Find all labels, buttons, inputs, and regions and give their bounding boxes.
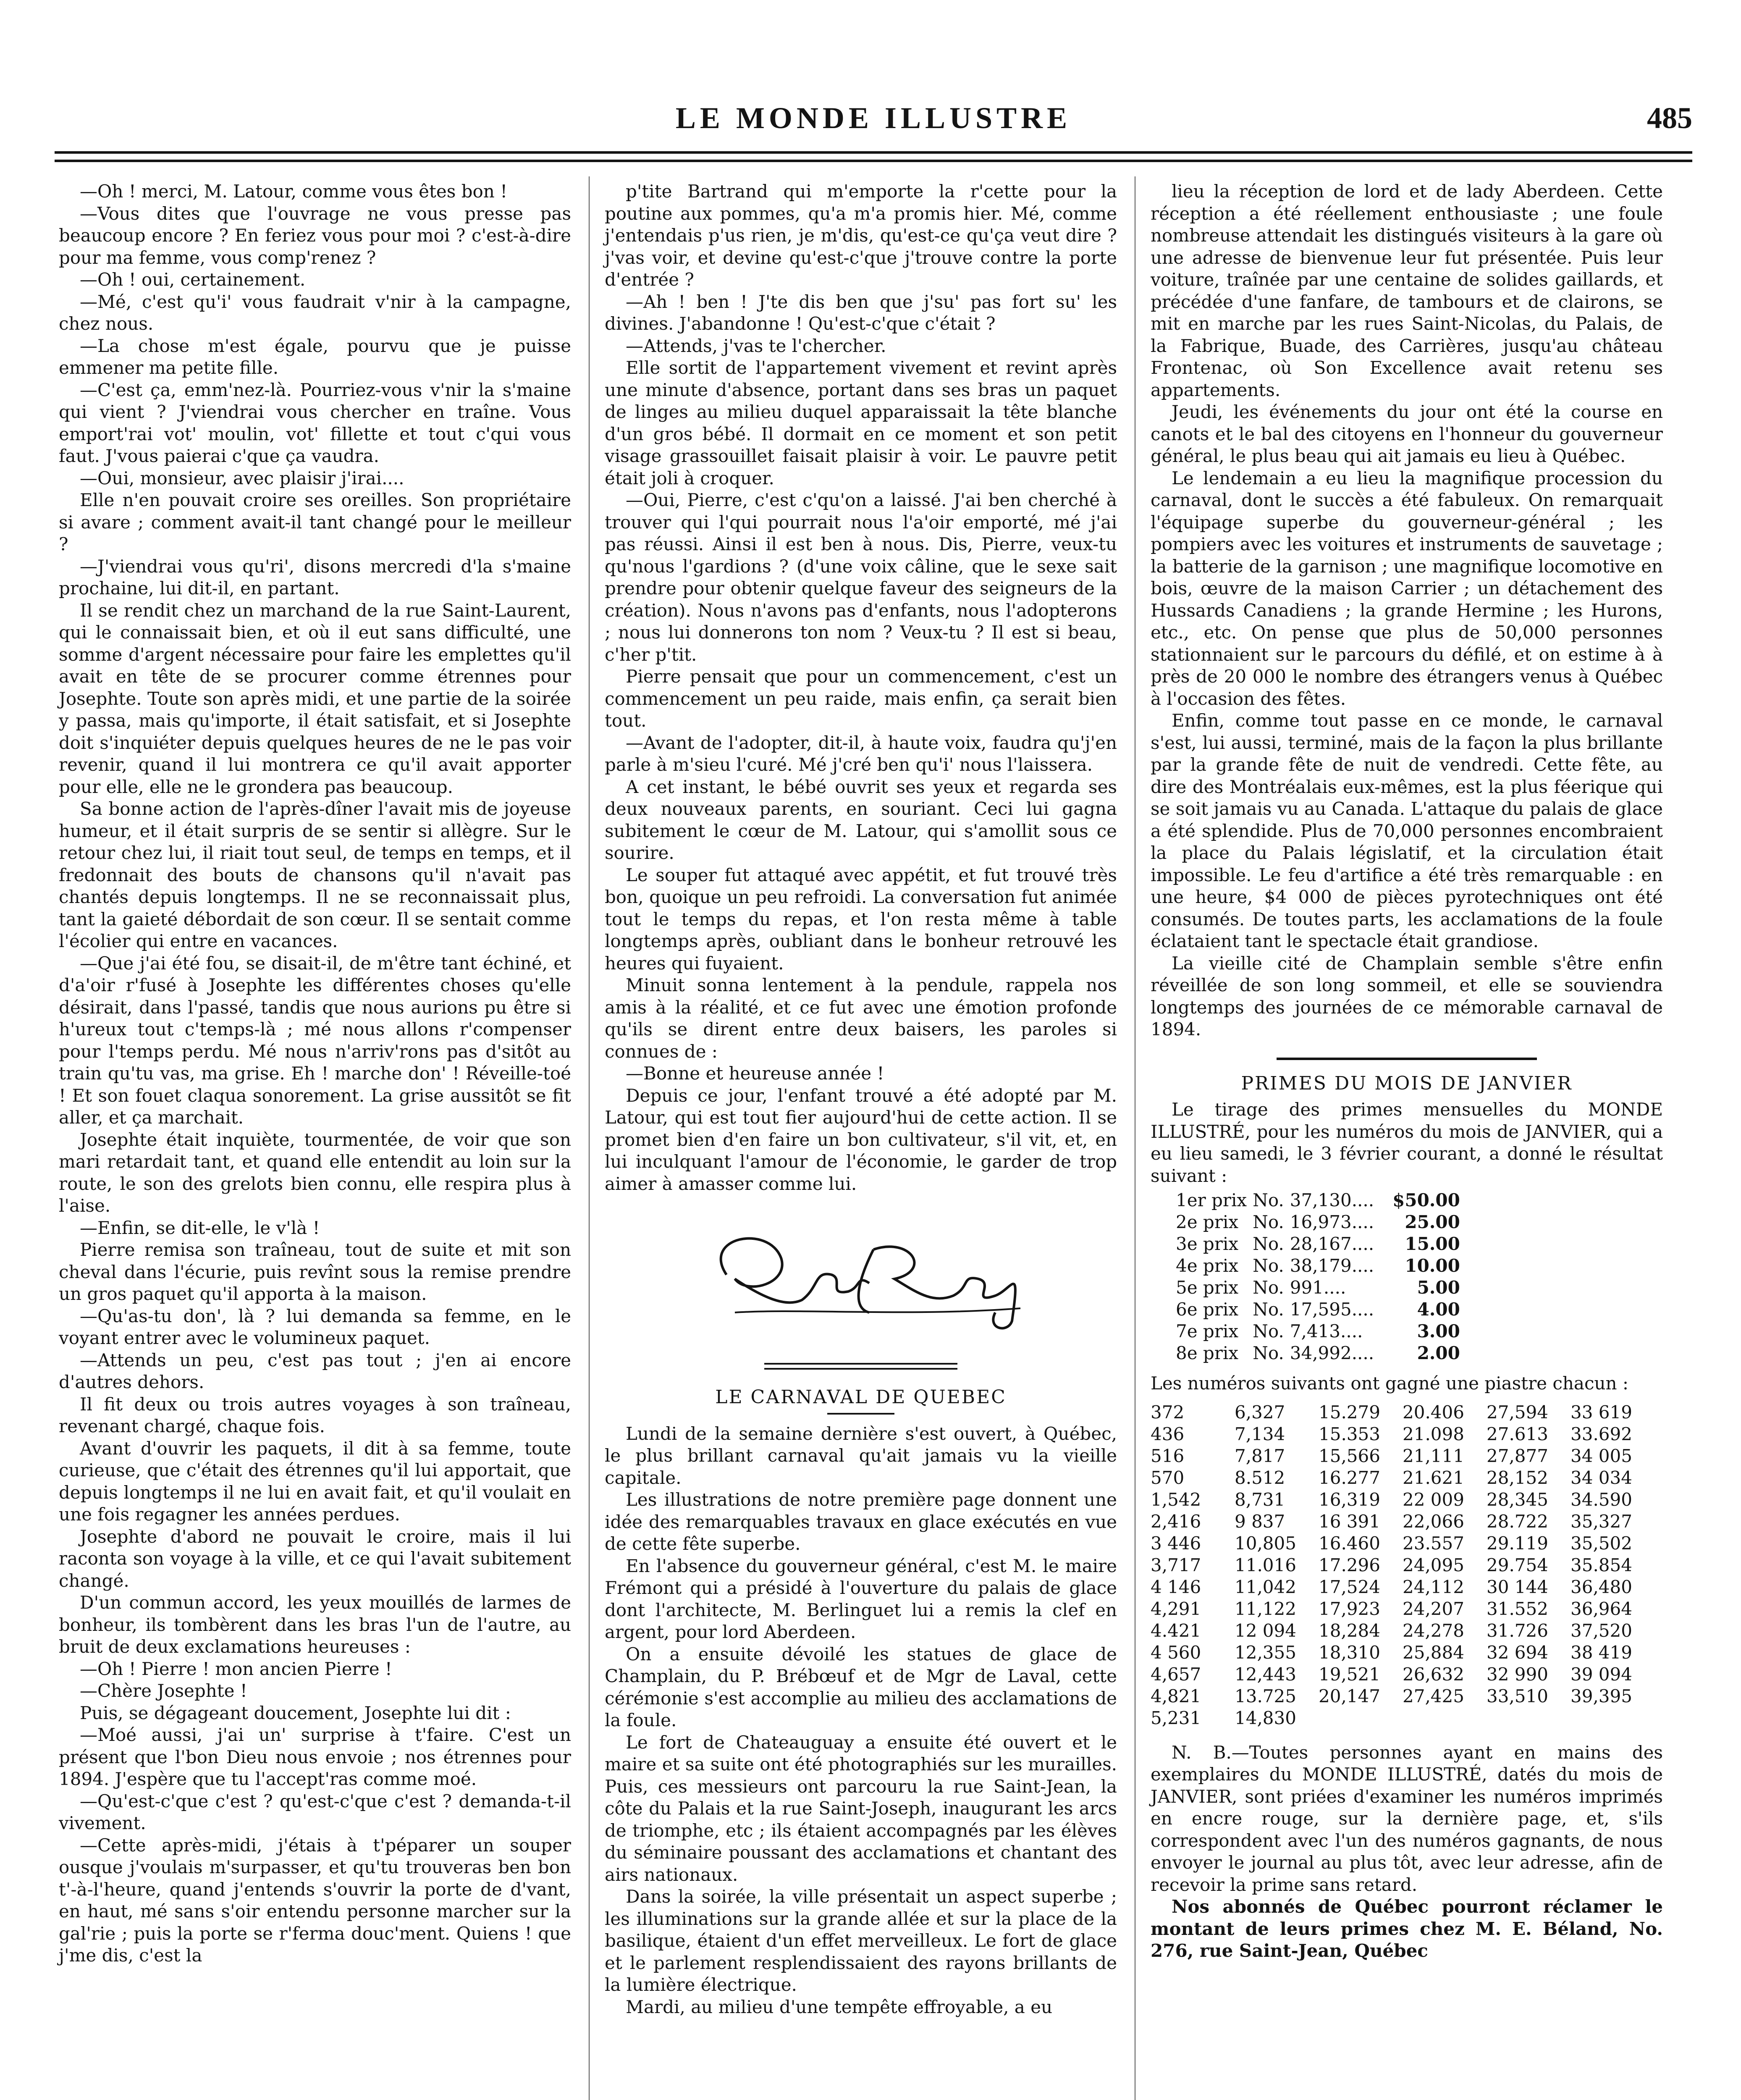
winning-number: 16,319 <box>1319 1489 1380 1510</box>
paragraph: —Oui, monsieur, avec plaisir j'irai.... <box>80 467 404 488</box>
winning-number: 27,877 <box>1487 1445 1548 1466</box>
prize-row <box>1176 1211 1466 1233</box>
page-number: 485 <box>1647 101 1692 135</box>
prize-no: No. <box>1253 1277 1284 1298</box>
section-divider <box>764 1363 957 1370</box>
paragraph: —La chose m'est égale, pourvu que je puisse emmener ma petite fille. <box>59 335 571 378</box>
prize-number: 38,179.... <box>1290 1255 1374 1276</box>
prize-row <box>1176 1277 1466 1299</box>
prize-amount: 3.00 <box>1417 1321 1460 1341</box>
winning-number: 8.512 <box>1235 1467 1285 1488</box>
winning-number: 3 446 <box>1151 1533 1201 1554</box>
paragraph: Les illustrations de notre première page donnent une idée des remarquables travaux en glace exécutés en vue de cette fête superbe. <box>605 1489 1117 1554</box>
winning-number: 27.613 <box>1487 1423 1548 1444</box>
prize-row <box>1176 1189 1466 1211</box>
heading-rule <box>827 1413 894 1415</box>
winning-number: 37,520 <box>1571 1620 1632 1641</box>
winning-number: 15.279 <box>1319 1402 1380 1423</box>
winning-number: 22 009 <box>1403 1489 1464 1510</box>
paragraph: En l'absence du gouverneur général, c'est M. le maire Frémont qui a présidé à l'ouverture du palais de glace dont l'architecte, M. Berlinguet lui a remis la clef en argent, pour lord Aberdeen. <box>605 1555 1117 1642</box>
winning-number: 27,594 <box>1487 1402 1548 1423</box>
winning-number: 17,524 <box>1319 1576 1380 1597</box>
paragraph: Minuit sonna lentement à la pendule, rappela nos amis à la réalité, et ce fut avec une émotion profonde qu'ils se dirent entre deux baisers, les paroles si connues de : <box>605 975 1117 1062</box>
winning-number <box>1403 1707 1487 1729</box>
prize-amount: 10.00 <box>1405 1255 1460 1276</box>
paragraph: —Mé, c'est qu'i' vous faudrait v'nir à la campagne, chez nous. <box>59 291 571 334</box>
number-row <box>1151 1642 1654 1664</box>
number-row <box>1151 1664 1654 1685</box>
paragraph: —Oui, Pierre, c'est c'qu'on a laissé. J'ai ben cherché à trouver qui l'qui pourrait nous l'a'oir emporté, mé j'ai pas réussi. Ainsi il est ben à nous. Dis, Pierre, veux-tu qu'nous l'gardions ? (d'une voix câline, que le sexe sait prendre pour obtenir quelque faveur des seigneurs de la création). Nous n'avons pas d'enfants, nous l'adopterons ; nous lui donnerons ton nom ? Veux-tu ? Il est si beau, c'her p'tit. <box>605 490 1117 665</box>
winning-number: 36,964 <box>1571 1598 1632 1619</box>
paragraph: —Attends un peu, c'est pas tout ; j'en ai encore d'autres dehors. <box>59 1349 571 1392</box>
paragraph: Pierre pensait que pour un commencement, c'est un commencement un peu raide, mais enfin, ça serait bien tout. <box>605 666 1117 731</box>
prize-row <box>1176 1299 1466 1320</box>
winning-number: 16.277 <box>1319 1467 1380 1488</box>
paragraph: —Qu'est-c'que c'est ? qu'est-c'que c'est ? demanda-t-il vivement. <box>59 1790 571 1833</box>
winning-number: 12,443 <box>1235 1664 1296 1685</box>
paragraph: Sa bonne action de l'après-dîner l'avait mis de joyeuse humeur, et il était surpris de se sentir si allègre. Sur le retour chez lui, il riait tout seul, de temps en temps, et il fredonnait des bouts de chansons qu'il n'avait pas chantés depuis longtemps. Il ne se reconnaissait plus, tant la gaieté débordait de son cœur. Il se sentait comme l'écolier qui entre en vacances. <box>59 798 571 951</box>
paragraph: Elle sortit de l'appartement vivement et revint après une minute d'absence, portant dans ses bras un paquet de linges au milieu duquel apparaissait la tête blanche d'un gros bébé. Il dormait en ce moment et son petit visage grassouillet faisait plaisir à voir. Le pauvre petit était joli à croquer. <box>605 357 1117 488</box>
paragraph: D'un commun accord, les yeux mouillés de larmes de bonheur, ils tombèrent dans les bras l'un de l'autre, au bruit de deux exclamations heureuses : <box>59 1592 571 1657</box>
winning-number: 15,566 <box>1319 1445 1380 1466</box>
prize-amount: 15.00 <box>1405 1234 1460 1254</box>
winning-number: 33,510 <box>1487 1685 1548 1706</box>
prize-rank: 5e prix <box>1176 1277 1239 1298</box>
numbers-intro: Les numéros suivants ont gagné une piastre chacun : <box>1151 1373 1629 1394</box>
paragraph: lieu la réception de lord et de lady Aberdeen. Cette réception a été réellement enthousiaste ; une foule nombreuse attendait les distingués visiteurs à la gare où une adresse de bienvenue leur fut présentée. Puis leur voiture, traînée par une centaine de solides gaillards, et précédée d'une fanfare, de tambours et de clairons, se mit en marche par les rues Saint-Nicolas, du Palais, de la Fabrique, Buade, des Carrières, jusqu'au château Frontenac, où Son Excellence avait retenu ses appartements. <box>1151 181 1663 400</box>
masthead: LE MONDE ILLUSTRE <box>675 101 1072 135</box>
prize-row <box>1176 1255 1466 1277</box>
winning-number: 33.692 <box>1571 1423 1632 1444</box>
number-row <box>1151 1707 1654 1729</box>
quebec-note: Nos abonnés de Québec pourront réclamer le montant de leurs primes chez M. E. Béland, No. 276, rue Saint-Jean, Québec <box>1151 1896 1663 1961</box>
paragraph: Jeudi, les événements du jour ont été la course en canots et le bal des citoyens en l'honneur du gouverneur général, le plus beau qui ait jamais eu lieu à Québec. <box>1151 402 1663 466</box>
winning-number: 436 <box>1151 1423 1185 1444</box>
prize-rank: 3e prix <box>1176 1234 1239 1254</box>
winning-number: 10,805 <box>1235 1533 1296 1554</box>
winning-number: 2,416 <box>1151 1511 1201 1532</box>
paragraph: Depuis ce jour, l'enfant trouvé a été adopté par M. Latour, qui est tout fier aujourd'hui de cette action. Il se promet bien d'en faire un bon cultivateur, s'il vit, et, en lui inculquant l'amour de l'économie, le garder de trop aimer à amasser comme lui. <box>605 1085 1117 1194</box>
prize-amount: $50.00 <box>1392 1190 1460 1210</box>
paragraph: La vieille cité de Champlain semble s'être enfin réveillée de son long sommeil, et elle se souviendra longtemps des journées de ce mémorable carnaval de 1894. <box>1151 953 1663 1040</box>
winning-number: 8,731 <box>1235 1489 1285 1510</box>
prize-amount: 5.00 <box>1417 1277 1460 1298</box>
page-header <box>55 97 1692 143</box>
header-rule-bottom <box>55 160 1692 162</box>
winning-number: 25,884 <box>1403 1642 1464 1663</box>
winning-number: 30 144 <box>1487 1576 1548 1597</box>
paragraph: p'tite Bartrand qui m'emporte la r'cette pour la poutine aux pommes, qu'a m'a promis hier. Mé, comme j'entendais p'us rien, je m'dis, qu'est-ce qu'ça veut dire ? j'vas voir, et devine qu'est-c'que j'trouve contre la porte d'entrée ? <box>605 181 1117 290</box>
winning-number: 34 005 <box>1571 1445 1632 1466</box>
winning-number: 11.016 <box>1235 1554 1296 1575</box>
winning-number: 570 <box>1151 1467 1185 1488</box>
winning-number: 35.854 <box>1571 1554 1632 1575</box>
winning-number: 32 694 <box>1487 1642 1548 1663</box>
number-row <box>1151 1533 1654 1554</box>
story-ending <box>605 181 1117 1195</box>
prize-number: 28,167.... <box>1290 1234 1374 1254</box>
winning-number: 21,111 <box>1403 1445 1464 1466</box>
paragraph: —Oh ! merci, M. Latour, comme vous êtes bon ! <box>80 181 508 202</box>
number-row <box>1151 1554 1654 1576</box>
prize-rank: 7e prix <box>1176 1321 1239 1341</box>
paragraph: —Avant de l'adopter, dit-il, à haute voix, faudra qu'j'en parle à m'sieu l'curé. Mé j'cré ben qu'i' nous l'laissera. <box>605 732 1117 775</box>
paragraph: —Qu'as-tu don', là ? lui demanda sa femme, en le voyant entrer avec le volumineux paquet. <box>59 1305 571 1348</box>
prize-no: No. <box>1253 1321 1284 1341</box>
winning-number: 18,284 <box>1319 1620 1380 1641</box>
winning-number: 16.460 <box>1319 1533 1380 1554</box>
paragraph: Le fort de Chateauguay a ensuite été ouvert et le maire et sa suite ont été photographiés sur les murailles. Puis, ces messieurs ont parcouru la rue Saint-Jean, la côte du Palais et la rue Saint-Joseph, inaugurant les arcs de triomphe, etc ; ils étaient accompagnés par les élèves du séminaire poussant des acclamations et chantant des airs nationaux. <box>605 1732 1117 1885</box>
prize-amount: 25.00 <box>1405 1212 1460 1232</box>
article-heading: LE CARNAVAL DE QUEBEC <box>715 1386 1007 1408</box>
column-3 <box>1151 181 1663 1962</box>
column-1 <box>59 181 571 1967</box>
winning-number: 14,830 <box>1235 1707 1296 1728</box>
winning-number <box>1319 1707 1403 1729</box>
paragraph: —Chère Josephte ! <box>80 1680 247 1701</box>
winning-number: 32 990 <box>1487 1664 1548 1685</box>
prize-rank: 4e prix <box>1176 1255 1239 1276</box>
winning-number: 35,502 <box>1571 1533 1632 1554</box>
prize-no: No. <box>1253 1343 1284 1363</box>
paragraph: Pierre remisa son traîneau, tout de suite et mit son cheval dans l'écurie, puis revînt sous la remise prendre un gros paquet qu'il apporta à la maison. <box>59 1239 571 1304</box>
prize-number: 991.... <box>1290 1277 1346 1298</box>
prize-number: 37,130.... <box>1290 1190 1374 1210</box>
winning-number: 34.590 <box>1571 1489 1632 1510</box>
number-row <box>1151 1402 1654 1423</box>
paragraph: Elle n'en pouvait croire ses oreilles. Son propriétaire si avare ; comment avait-il tant changé pour le meilleur ? <box>59 490 571 554</box>
winning-number: 28,152 <box>1487 1467 1548 1488</box>
winning-number: 17.296 <box>1319 1554 1380 1575</box>
winning-number: 29.754 <box>1487 1554 1548 1575</box>
winning-number: 16 391 <box>1319 1511 1380 1532</box>
primes-intro: Le tirage des primes mensuelles du MONDE ILLUSTRÉ, pour les numéros du mois de JANVIER, qui a eu lieu samedi, le 3 février courant, a donné le résultat suivant : <box>1151 1099 1663 1186</box>
signature-image <box>676 1212 1046 1338</box>
winning-number: 20.406 <box>1403 1402 1464 1423</box>
winning-number: 38 419 <box>1571 1642 1632 1663</box>
paragraph: Enfin, comme tout passe en ce monde, le carnaval s'est, lui aussi, terminé, mais de la façon la plus brillante par la grande fête de nuit de vendredi. Cette fête, au dire des Montréalais eux-mêmes, est la plus féerique qui se soit jamais vu au Canada. L'attaque du palais de glace a été splendide. Plus de 70,000 personnes encombraient la place du Palais législatif, et la circulation était impossible. Le feu d'artifice a été très remarquable : en une heure, $4 000 de pièces pyrotechniques ont été consumés. De toutes parts, les acclamations de la foule éclataient tant le spectacle était grandiose. <box>1151 710 1663 951</box>
paragraph: —Bonne et heureuse année ! <box>626 1063 884 1084</box>
winning-number: 11,122 <box>1235 1598 1296 1619</box>
prize-rank: 2e prix <box>1176 1212 1239 1232</box>
winning-number: 31.726 <box>1487 1620 1548 1641</box>
paragraph: —Que j'ai été fou, se disait-il, de m'être tant échiné, et d'a'oir r'fusé à Josephte les différentes choses qu'elle désirait, dans l'passé, tandis que nous aurions pu être si h'ureux tout c'temps-là ; mé nous allons r'compenser pour l'temps perdu. Mé nous n'arriv'rons pas d'sitôt au train qu'tu vas, ma grise. Eh ! marche don' ! Réveille-toé ! Et son fouet claqua sonorement. La grise aussitôt se fit aller, et ça marchait. <box>59 953 571 1128</box>
prize-row <box>1176 1233 1466 1255</box>
paragraph: —Vous dites que l'ouvrage ne vous presse pas beaucoup encore ? En feriez vous pour moi ? c'est-à-dire pour ma femme, vous comp'renez ? <box>59 203 571 268</box>
prize-no: No. <box>1253 1190 1284 1210</box>
winning-number: 27,425 <box>1403 1685 1464 1706</box>
number-row <box>1151 1620 1654 1642</box>
winning-number: 28,345 <box>1487 1489 1548 1510</box>
paragraph: Puis, se dégageant doucement, Josephte lui dit : <box>80 1702 511 1723</box>
winning-number: 4 146 <box>1151 1576 1201 1597</box>
prize-amount: 2.00 <box>1417 1343 1460 1363</box>
paragraph: Josephte était inquiète, tourmentée, de voir que son mari retardait tant, et quand elle entendit au loin sur la route, le son des grelots bien connu, elle respira plus à l'aise. <box>59 1129 571 1216</box>
prize-row <box>1176 1320 1466 1342</box>
paragraph: —Oh ! oui, certainement. <box>80 269 306 290</box>
number-row <box>1151 1598 1654 1620</box>
prize-number: 34,992.... <box>1290 1343 1374 1363</box>
winning-number: 18,310 <box>1319 1642 1380 1663</box>
prize-no: No. <box>1253 1255 1284 1276</box>
prize-no: No. <box>1253 1212 1284 1232</box>
winning-number: 7,134 <box>1235 1423 1285 1444</box>
winning-number: 23.557 <box>1403 1533 1464 1554</box>
paragraph: —Cette après-midi, j'étais à t'péparer un souper ousque j'voulais m'surpasser, et qu'tu trouveras ben bon t'-à-l'heure, quand j'entends s'ouvrir la porte de d'vant, en haut, mé sans s'oir entendu personne marcher sur la gal'rie ; puis la porte se r'ferma douc'ment. Quiens ! que j'me dis, c'est la <box>59 1835 571 1966</box>
winning-number: 31.552 <box>1487 1598 1548 1619</box>
number-row <box>1151 1467 1654 1489</box>
winning-number: 6,327 <box>1235 1402 1285 1423</box>
paragraph: —Moé aussi, j'ai un' surprise à t'faire. C'est un présent que l'bon Dieu nous envoie ; nos étrennes pour 1894. J'espère que tu l'accept'ras comme moé. <box>59 1725 571 1789</box>
winning-number: 36,480 <box>1571 1576 1632 1597</box>
winning-number: 39,395 <box>1571 1685 1632 1706</box>
winning-number: 35,327 <box>1571 1511 1632 1532</box>
winning-number: 17,923 <box>1319 1598 1380 1619</box>
winning-number: 4,291 <box>1151 1598 1201 1619</box>
primes-heading: PRIMES DU MOIS DE JANVIER <box>1241 1072 1573 1094</box>
number-row <box>1151 1685 1654 1707</box>
winning-number: 13.725 <box>1235 1685 1296 1706</box>
winning-number: 33 619 <box>1571 1402 1632 1423</box>
nb-note: N. B.—Toutes personnes ayant en mains des exemplaires du MONDE ILLUSTRÉ, datés du mois de JANVIER, sont priées d'examiner les numéros imprimés en encre rouge, sur la dernière page, et, s'ils correspondent avec l'un des numéros gagnants, de nous envoyer le journal au plus tôt, avec leur adresse, afin de recevoir la prime sans retard. <box>1151 1742 1663 1895</box>
winning-number: 24,207 <box>1403 1598 1464 1619</box>
paragraph: Avant d'ouvrir les paquets, il dit à sa femme, toute curieuse, que c'était des étrennes qu'il lui apportait, que depuis longtemps il ne lui en avait fait, et qu'il voulait en une fois regagner les années perdues. <box>59 1438 571 1525</box>
prize-number: 16,973.... <box>1290 1212 1374 1232</box>
paragraph: —C'est ça, emm'nez-là. Pourriez-vous v'nir la s'maine qui vient ? J'viendrai vous chercher en traîne. Vous emport'rai vot' moulin, vot' fillette et tout c'qui vous faut. J'vous paierai c'que ça vaudra. <box>59 379 571 466</box>
winning-number: 19,521 <box>1319 1664 1380 1685</box>
winning-number: 24,278 <box>1403 1620 1464 1641</box>
winning-number: 3,717 <box>1151 1554 1201 1575</box>
prize-number: 17,595.... <box>1290 1299 1374 1320</box>
section-divider <box>1277 1058 1537 1060</box>
paragraph: Il fit deux ou trois autres voyages à son traîneau, revenant chargé, chaque fois. <box>59 1394 571 1436</box>
paragraph: —Oh ! Pierre ! mon ancien Pierre ! <box>80 1658 392 1679</box>
prize-rank: 1er prix <box>1176 1190 1247 1210</box>
number-row <box>1151 1423 1654 1445</box>
winning-number: 24,112 <box>1403 1576 1464 1597</box>
winning-number: 15.353 <box>1319 1423 1380 1444</box>
prize-no: No. <box>1253 1299 1284 1320</box>
paragraph: Le lendemain a eu lieu la magnifique procession du carnaval, dont le succès a été fabuleux. On remarquait l'équipage superbe du gouverneur-général ; les pompiers avec les voitures et instruments de sauvetage ; la batterie de la garnison ; une magnifique locomotive en bois, œuvre de la maison Carrier ; un détachement des Hussards Canadiens ; la grande Hermine ; les Hurons, etc., etc. On pense que plus de 50,000 personnes stationnaient sur le parcours du défilé, et on estime à à près de 20 000 le nombre des étrangers venus à Québec à l'occasion des fêtes. <box>1151 467 1663 709</box>
header-rule-top <box>55 151 1692 154</box>
winning-number: 4,657 <box>1151 1664 1201 1685</box>
winning-number: 29.119 <box>1487 1533 1548 1554</box>
paragraph: On a ensuite dévoilé les statues de glace de Champlain, du P. Brébœuf et de Mgr de Laval, cette cérémonie s'est accomplie au milieu des acclamations de la foule. <box>605 1643 1117 1730</box>
paragraph: Josephte d'abord ne pouvait le croire, mais il lui raconta son voyage à la ville, et ce qui l'avait subitement changé. <box>59 1526 571 1591</box>
paragraph: —Enfin, se dit-elle, le v'là ! <box>80 1217 320 1238</box>
prize-table <box>1176 1189 1466 1364</box>
winning-number: 34 034 <box>1571 1467 1632 1488</box>
column-divider <box>589 176 590 2100</box>
paragraph: Le souper fut attaqué avec appétit, et fut trouvé très bon, quoique un peu refroidi. La conversation fut animée tout le temps du repas, et l'on resta même à table longtemps après, oubliant dans le bonheur retrouvé les heures qui fuyaient. <box>605 864 1117 974</box>
prize-number: 7,413.... <box>1290 1321 1363 1341</box>
winning-number: 4.421 <box>1151 1620 1201 1641</box>
number-row <box>1151 1489 1654 1511</box>
winning-number: 4 560 <box>1151 1642 1201 1663</box>
paragraph: —Ah ! ben ! J'te dis ben que j'su' pas fort su' les divines. J'abandonne ! Qu'est-c'que c'était ? <box>605 291 1117 334</box>
winning-number: 24,095 <box>1403 1554 1464 1575</box>
paragraph: Mardi, au milieu d'une tempête effroyable, a eu <box>626 1996 1053 2017</box>
column-2 <box>605 181 1117 2018</box>
carnaval-continued <box>1151 181 1663 1041</box>
winning-number <box>1571 1707 1654 1729</box>
prize-row <box>1176 1342 1466 1364</box>
winning-number: 20,147 <box>1319 1685 1380 1706</box>
winning-number: 7,817 <box>1235 1445 1285 1466</box>
paragraph: —Attends, j'vas te l'chercher. <box>626 335 886 356</box>
number-row <box>1151 1576 1654 1598</box>
winning-number: 22,066 <box>1403 1511 1464 1532</box>
paragraph: Il se rendit chez un marchand de la rue Saint-Laurent, qui le connaissait bien, et où il eut sans difficulté, une somme d'argent nécessaire pour faire les emplettes qu'il avait en tête de se procurer comme étrennes pour Josephte. Toute son après midi, et une partie de la soirée y passa, mais qu'importe, il était satisfait, et si Josephte doit s'inquiéter depuis quelques heures de ne le pas voir revenir, quand il lui montrera ce qu'il avait apporter pour elle, elle ne le grondera pas beaucoup. <box>59 600 571 797</box>
winning-number: 26,632 <box>1403 1664 1464 1685</box>
winning-number: 12 094 <box>1235 1620 1296 1641</box>
winning-number: 4,821 <box>1151 1685 1201 1706</box>
winning-number: 1,542 <box>1151 1489 1201 1510</box>
paragraph: Dans la soirée, la ville présentait un aspect superbe ; les illuminations sur la grande allée et sur la place de la basilique, étaient d'un effet merveilleux. Le fort de glace et le parlement resplendissaient des rayons brillants de la lumière électrique. <box>605 1886 1117 1995</box>
winning-number <box>1487 1707 1571 1729</box>
winning-number: 21.621 <box>1403 1467 1464 1488</box>
number-row <box>1151 1511 1654 1533</box>
prize-amount: 4.00 <box>1417 1299 1460 1320</box>
winning-numbers-table <box>1151 1402 1654 1729</box>
carnaval-article <box>605 1423 1117 2019</box>
winning-number: 21.098 <box>1403 1423 1464 1444</box>
winning-number: 5,231 <box>1151 1707 1201 1728</box>
number-row <box>1151 1445 1654 1467</box>
paragraph: —J'viendrai vous qu'ri', disons mercredi d'la s'maine prochaine, lui dit-il, en partant. <box>59 556 571 598</box>
winning-number: 516 <box>1151 1445 1185 1466</box>
paragraph: A cet instant, le bébé ouvrit ses yeux et regarda ses deux nouveaux parents, en souriant. Ceci lui gagna subitement le cœur de M. Latour, qui s'amollit sous ce sourire. <box>605 776 1117 863</box>
winning-number: 12,355 <box>1235 1642 1296 1663</box>
paragraph: Lundi de la semaine dernière s'est ouvert, à Québec, le plus brillant carnaval qu'ait jamais vu la vieille capitale. <box>605 1423 1117 1488</box>
winning-number: 39 094 <box>1571 1664 1632 1685</box>
winning-number: 28.722 <box>1487 1511 1548 1532</box>
winning-number: 372 <box>1151 1402 1185 1423</box>
prize-rank: 6e prix <box>1176 1299 1239 1320</box>
prize-no: No. <box>1253 1234 1284 1254</box>
prize-rank: 8e prix <box>1176 1343 1239 1363</box>
winning-number: 9 837 <box>1235 1511 1285 1532</box>
winning-number: 11,042 <box>1235 1576 1296 1597</box>
